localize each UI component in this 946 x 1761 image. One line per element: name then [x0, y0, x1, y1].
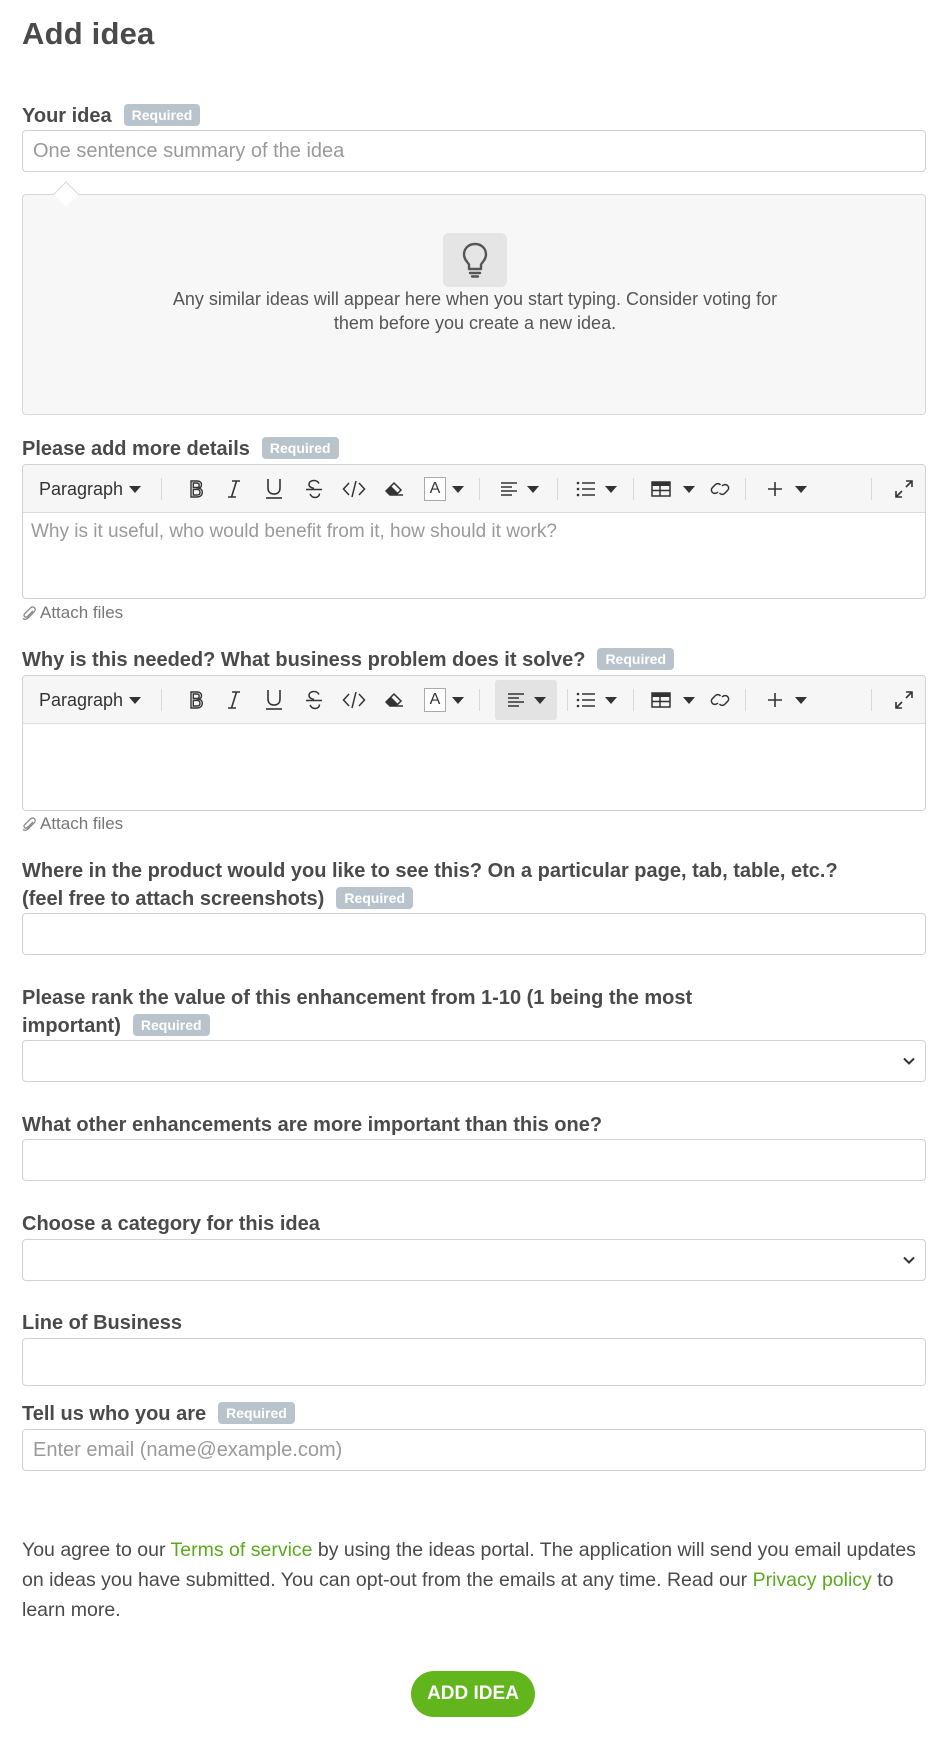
attach-files-label: Attach files — [40, 603, 124, 622]
details-editor-body[interactable]: Why is it useful, who would benefit from it, how should it work? — [31, 521, 557, 542]
bold-icon[interactable] — [181, 676, 211, 724]
caret-down-icon — [795, 697, 807, 704]
toolbar-divider — [871, 689, 872, 711]
text-color-dropdown[interactable] — [419, 465, 469, 513]
toolbar-divider — [161, 478, 162, 500]
list-dropdown[interactable] — [571, 676, 621, 724]
idea-summary-input[interactable] — [22, 130, 926, 172]
privacy-policy-link[interactable]: Privacy policy — [752, 1569, 872, 1591]
details-attach-files[interactable] — [22, 603, 123, 623]
italic-icon[interactable] — [219, 465, 249, 513]
caret-down-icon — [683, 486, 695, 493]
caret-down-icon — [605, 697, 617, 704]
required-badge: Required — [597, 648, 674, 670]
paragraph-dropdown[interactable] — [37, 676, 143, 724]
paragraph-label: Paragraph — [38, 689, 124, 710]
paperclip-icon — [22, 605, 36, 622]
fullscreen-icon[interactable] — [889, 465, 919, 513]
who-label — [22, 1400, 295, 1428]
why-toolbar — [23, 676, 925, 724]
panel-pointer — [53, 181, 78, 206]
toolbar-divider — [567, 689, 568, 711]
list-dropdown[interactable] — [571, 465, 621, 513]
text-color-swatch: A — [424, 477, 446, 501]
lightbulb-icon — [443, 233, 507, 287]
underline-icon[interactable] — [259, 465, 289, 513]
eraser-icon[interactable] — [379, 676, 409, 724]
where-label-line2: (feel free to attach screenshots) — [22, 888, 325, 910]
terms-text-part2: by using the ideas portal. The application will send you email updates on ideas you have submitted. You can opt-out from the emails at any time. Read our — [22, 1539, 916, 1591]
rank-label — [22, 984, 932, 1040]
toolbar-divider — [633, 478, 634, 500]
details-editor — [22, 464, 926, 599]
chevron-down-icon — [901, 1252, 917, 1268]
toolbar-divider — [161, 689, 162, 711]
required-badge: Required — [133, 1014, 210, 1036]
why-label-text: Why is this needed? What business problem does it solve? — [22, 649, 586, 671]
insert-dropdown[interactable] — [759, 465, 815, 513]
terms-of-service-link[interactable]: Terms of service — [170, 1539, 313, 1561]
code-icon[interactable] — [337, 465, 371, 513]
code-icon[interactable] — [337, 676, 371, 724]
why-editor — [22, 675, 926, 811]
paperclip-icon — [22, 816, 36, 833]
insert-dropdown[interactable] — [759, 676, 815, 724]
terms-text-part1: You agree to our — [22, 1539, 171, 1561]
toolbar-divider — [745, 689, 746, 711]
caret-down-icon — [129, 486, 141, 493]
text-color-swatch: A — [424, 688, 446, 712]
where-label — [22, 857, 932, 913]
caret-down-icon — [534, 697, 546, 704]
details-toolbar — [23, 465, 925, 513]
add-idea-button[interactable]: ADD IDEA — [411, 1671, 535, 1717]
attach-files-label: Attach files — [40, 814, 124, 833]
your-idea-label-text: Your idea — [22, 105, 112, 127]
strikethrough-icon[interactable] — [299, 676, 329, 724]
caret-down-icon — [452, 486, 464, 493]
align-dropdown-active[interactable] — [495, 680, 557, 720]
terms-text-part3: to learn more. — [22, 1569, 894, 1621]
toolbar-divider — [745, 478, 746, 500]
caret-down-icon — [527, 486, 539, 493]
line-of-business-label: Line of Business — [22, 1312, 183, 1334]
rank-label-line2: important) — [22, 1015, 121, 1037]
fullscreen-icon[interactable] — [889, 676, 919, 724]
other-enhancements-label: What other enhancements are more important than this one? — [22, 1114, 603, 1136]
toolbar-divider — [557, 478, 558, 500]
your-idea-label — [22, 102, 200, 130]
link-icon[interactable] — [705, 465, 735, 513]
rank-select[interactable] — [22, 1040, 926, 1082]
link-icon[interactable] — [705, 676, 735, 724]
chevron-down-icon — [901, 1053, 917, 1069]
table-dropdown[interactable] — [645, 465, 701, 513]
email-field[interactable] — [22, 1429, 926, 1471]
caret-down-icon — [605, 486, 617, 493]
caret-down-icon — [129, 697, 141, 704]
toolbar-divider — [479, 478, 480, 500]
terms-notice — [22, 1535, 922, 1625]
rank-label-line1: Please rank the value of this enhancement from 1-10 (1 being the most — [22, 987, 693, 1009]
paragraph-label: Paragraph — [38, 478, 124, 499]
details-label — [22, 435, 339, 463]
toolbar-divider — [871, 478, 872, 500]
bold-icon[interactable] — [181, 465, 211, 513]
align-dropdown[interactable] — [493, 465, 545, 513]
required-badge: Required — [262, 437, 339, 459]
where-label-line1: Where in the product would you like to see this? On a particular page, tab, table, etc.? — [22, 860, 838, 882]
underline-icon[interactable] — [259, 676, 289, 724]
category-select[interactable] — [22, 1239, 926, 1281]
caret-down-icon — [683, 697, 695, 704]
italic-icon[interactable] — [219, 676, 249, 724]
caret-down-icon — [452, 697, 464, 704]
why-attach-files[interactable] — [22, 814, 123, 834]
paragraph-dropdown[interactable] — [37, 465, 143, 513]
eraser-icon[interactable] — [379, 465, 409, 513]
line-of-business-input[interactable] — [22, 1338, 926, 1386]
why-label — [22, 646, 674, 674]
why-editor-body[interactable] — [23, 724, 925, 810]
required-badge: Required — [336, 887, 413, 909]
where-input[interactable] — [22, 913, 926, 955]
similar-ideas-panel — [22, 194, 926, 415]
toolbar-divider — [479, 689, 480, 711]
required-badge: Required — [124, 104, 201, 126]
category-label: Choose a category for this idea — [22, 1213, 320, 1235]
who-label-text: Tell us who you are — [22, 1403, 207, 1425]
strikethrough-icon[interactable] — [299, 465, 329, 513]
other-enhancements-input[interactable] — [22, 1139, 926, 1181]
details-label-text: Please add more details — [22, 438, 250, 460]
similar-ideas-hint: Any similar ideas will appear here when you start typing. Consider voting for them before you create a new idea. — [172, 289, 778, 333]
table-dropdown[interactable] — [645, 676, 701, 724]
page-title: Add idea — [22, 16, 155, 51]
caret-down-icon — [795, 486, 807, 493]
text-color-dropdown[interactable] — [419, 676, 469, 724]
required-badge: Required — [218, 1402, 295, 1424]
toolbar-divider — [633, 689, 634, 711]
